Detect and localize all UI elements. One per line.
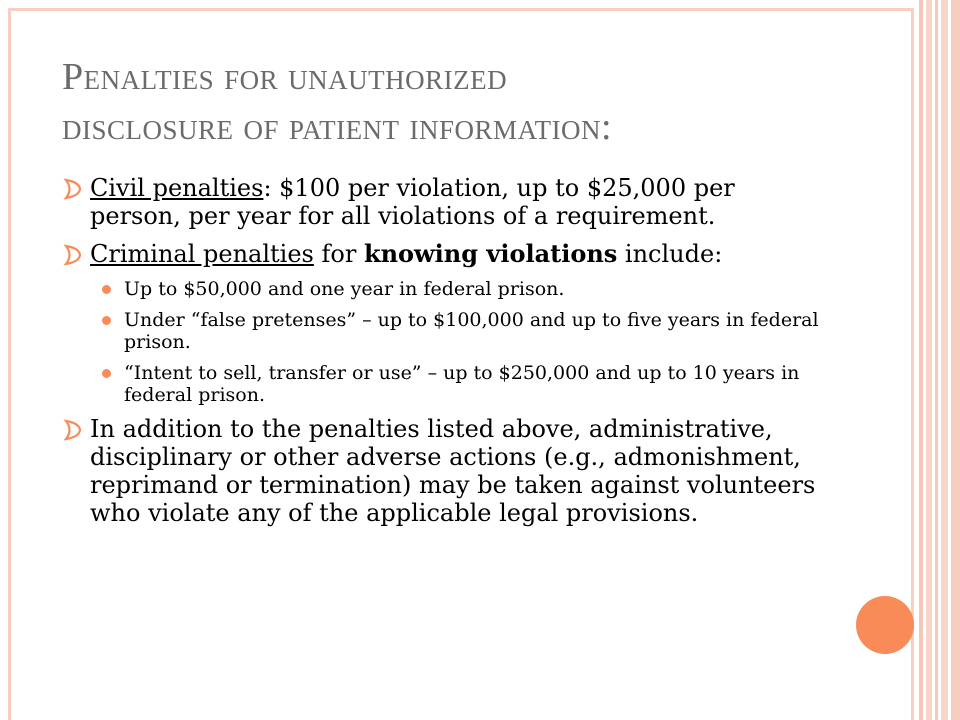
sub-bullet [62, 309, 832, 353]
slide-title [62, 52, 882, 152]
accent-circle [856, 596, 914, 654]
decor-stripe [941, 0, 948, 720]
decor-stripe [919, 0, 923, 720]
sub-bullet [62, 278, 832, 300]
dot-bullet-icon [102, 316, 111, 325]
bullet-criminal-penalties [62, 240, 832, 268]
sub-bullet-text: “Intent to sell, transfer or use” – up to $250,000 and up to 10 years in federal prison. [124, 362, 800, 406]
title-line-1: Penalties for unauthorized [62, 56, 508, 98]
dot-bullet-icon [102, 285, 111, 294]
chevron-bullet-icon [62, 178, 84, 200]
title-line-2: disclosure of patient information: [62, 106, 613, 148]
civil-penalties-text: : $100 per violation, up to $25,000 per person, per year for all violations of a requirement. [90, 174, 735, 230]
chevron-bullet-icon [62, 244, 84, 266]
decor-stripe [935, 0, 938, 720]
criminal-penalties-label: Criminal penalties [90, 240, 314, 268]
criminal-penalties-sub-list [62, 278, 832, 406]
decor-stripe [951, 0, 960, 720]
civil-penalties-label: Civil penalties [90, 174, 264, 202]
sub-bullet-text: Under “false pretenses” – up to $100,000 and up to five years in federal prison. [124, 309, 819, 353]
criminal-penalties-text-before: for [313, 240, 364, 268]
criminal-penalties-emphasis: knowing violations [363, 239, 618, 268]
bullet-administrative-actions [62, 415, 832, 527]
slide-content [62, 174, 832, 537]
chevron-bullet-icon [62, 419, 84, 441]
sub-bullet-text: Up to $50,000 and one year in federal prison. [124, 278, 565, 300]
criminal-penalties-text-after: include: [617, 240, 723, 268]
administrative-actions-text: In addition to the penalties listed above, administrative, disciplinary or other adverse actions (e.g., admonishment, reprimand or termination) may be taken against volunteers who violate any of the applicable legal provisions. [90, 415, 816, 527]
decor-stripe [926, 0, 932, 720]
dot-bullet-icon [102, 369, 111, 378]
sub-bullet [62, 362, 832, 406]
bullet-civil-penalties [62, 174, 832, 230]
